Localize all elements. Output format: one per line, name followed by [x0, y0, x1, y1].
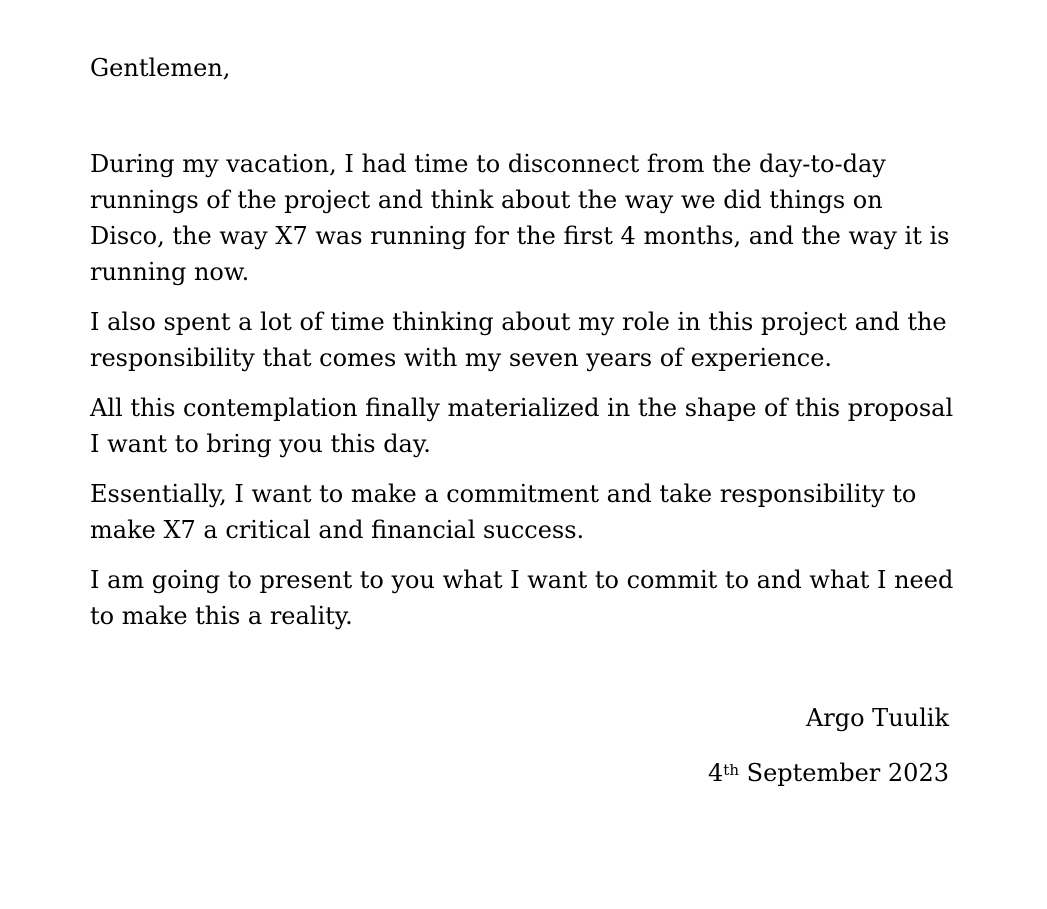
paragraph: I am going to present to you what I want to commit to and what I need to make this a reality.: [90, 566, 954, 630]
letter: [90, 50, 960, 648]
letter-body: [90, 146, 960, 634]
greeting: Gentlemen,: [90, 54, 231, 82]
date-day: 4: [708, 759, 724, 787]
paragraph: All this contemplation finally materialized in the shape of this proposal I want to bring you this day.: [90, 394, 954, 458]
signature-date: [708, 752, 949, 791]
date-month-year: September 2023: [739, 759, 949, 787]
paragraph: During my vacation, I had time to disconnect from the day-to-day runnings of the project and think about the way we did things on Disco, the way X7 was running for the first 4 months, and the way it is running now.: [90, 150, 950, 286]
paragraph: Essentially, I want to make a commitment and take responsibility to make X7 a critical and financial success.: [90, 480, 917, 544]
signature-name: Argo Tuulik: [805, 704, 949, 732]
signature-block: [708, 700, 949, 791]
paragraph: I also spent a lot of time thinking about my role in this project and the responsibility that comes with my seven years of experience.: [90, 308, 947, 372]
date-ordinal-suffix: th: [723, 761, 739, 779]
